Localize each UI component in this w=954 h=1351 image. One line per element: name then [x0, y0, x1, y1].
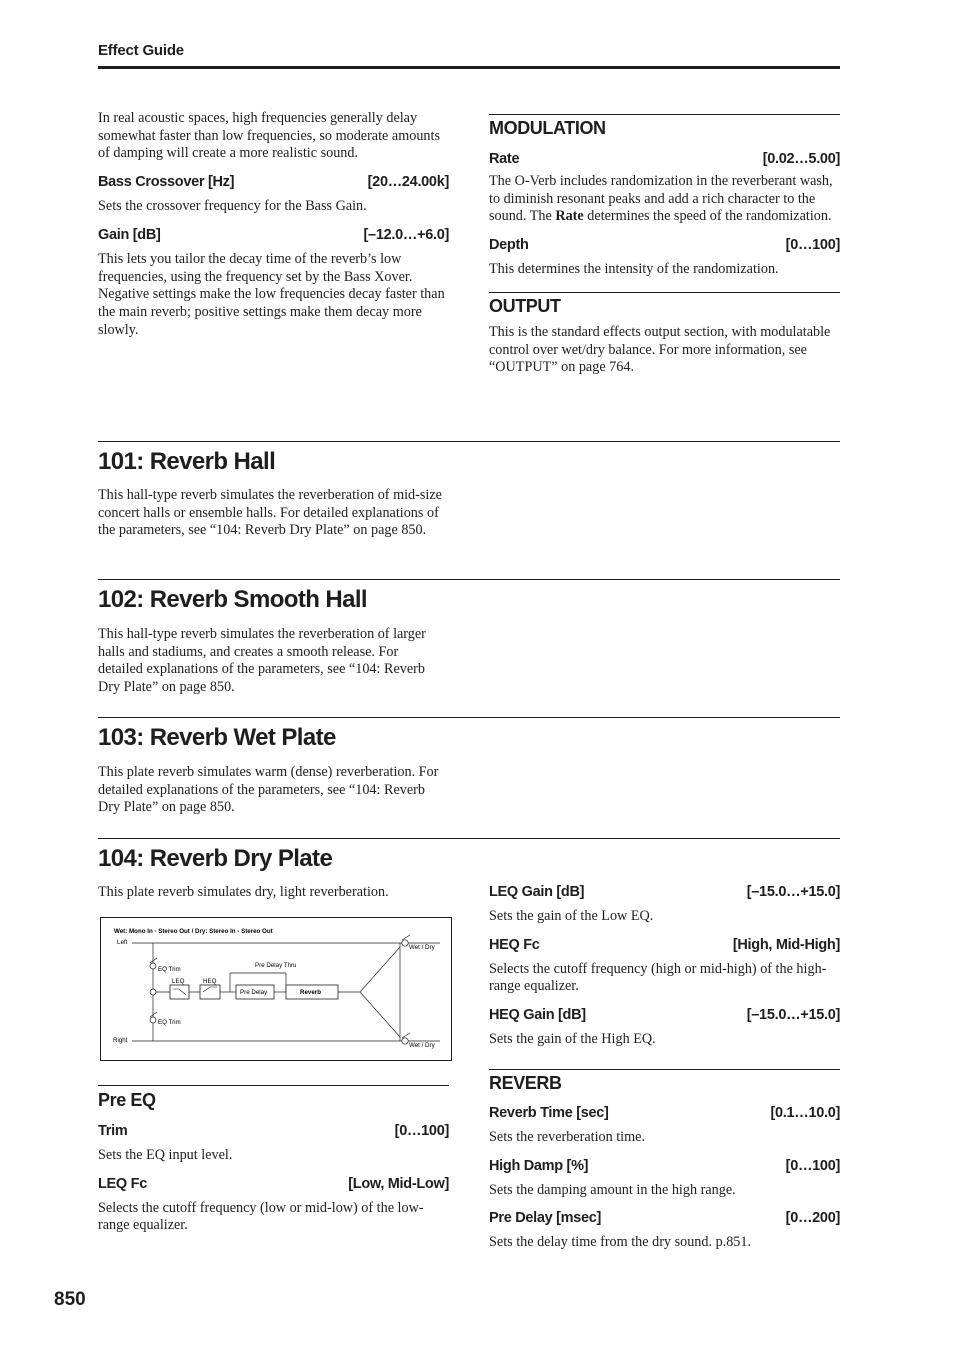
pre-eq-heading: Pre EQ [98, 1090, 156, 1110]
param-desc: Sets the EQ input level. [98, 1147, 233, 1163]
eq-trim-top-label: EQ Trim [158, 966, 181, 973]
section-desc-102: This hall-type reverb simulates the reverberation of larger halls and stadiums, and creates a smooth release. For detailed explanations of the parameters, see “104: Reverb Dry Plate” on page 850. [98, 626, 426, 696]
section-rule [98, 441, 840, 442]
param-name: LEQ Gain [dB] [489, 884, 585, 900]
param-desc: This determines the intensity of the randomization. [489, 261, 779, 278]
pre-delay-label: Pre Delay [240, 989, 268, 996]
rate-desc-part: determines the speed of the randomization. [583, 208, 832, 225]
param-depth [489, 236, 840, 254]
section-rule [98, 838, 840, 839]
output-desc: This is the standard effects output section, with modulatable control over wet/dry balance. For more information, see “OUTPUT” on page 764. [489, 323, 831, 376]
param-desc: This lets you tailor the decay time of the reverb’s low frequencies, using the frequency set by the Bass Xover. Negative settings make the low frequencies decay faster than the main reverb; positive settings make them decay more slowly. [98, 250, 445, 338]
rate-desc-bold: Rate [555, 208, 584, 225]
output-heading: OUTPUT [489, 295, 561, 316]
signal-flow-diagram [100, 917, 452, 1061]
param-heq-fc [489, 936, 840, 954]
section-desc-101: This hall-type reverb simulates the reverberation of mid-size concert halls or ensemble halls. For detailed explanations of the parameters, see “104: Reverb Dry Plate” on page 850. [98, 487, 442, 539]
param-bass-crossover [98, 173, 449, 191]
diagram-left-label: Left [117, 939, 128, 946]
param-name: Trim [98, 1123, 128, 1139]
param-name: High Damp [%] [489, 1157, 589, 1174]
eq-trim-markers [150, 958, 157, 1023]
param-desc: Selects the cutoff frequency (high or mid-high) of the high-range equalizer. [489, 960, 827, 995]
param-desc: Selects the cutoff frequency (low or mid-low) of the low-range equalizer. [98, 1199, 424, 1234]
wet-dry-top-label: Wet / Dry [409, 944, 435, 951]
reverb-rule [489, 1069, 840, 1070]
rate-desc-part: The O-Verb includes randomization in the reverberant wash, to diminish resonant peaks and add a rich character to the sound. The [489, 173, 833, 225]
param-range: [0.02…5.00] [762, 151, 840, 167]
running-header: Effect Guide [98, 42, 184, 59]
param-name: LEQ Fc [98, 1175, 147, 1192]
section-title-104: 104: Reverb Dry Plate [98, 845, 333, 872]
param-pre-delay [489, 1209, 840, 1227]
param-name: Depth [489, 237, 529, 254]
wet-dry-bottom-label: Wet / Dry [409, 1042, 435, 1049]
page-number: 850 [54, 1289, 86, 1310]
pre-delay-thru-label: Pre Delay Thru [255, 962, 297, 969]
param-range: [Low, Mid-Low] [348, 1175, 449, 1192]
param-leq-fc [98, 1175, 449, 1193]
param-range: [20…24.00k] [367, 174, 449, 191]
param-name: HEQ Fc [489, 936, 540, 953]
param-name: Reverb Time [sec] [489, 1104, 609, 1121]
param-heq-gain [489, 1006, 840, 1024]
param-range: [0…100] [785, 237, 840, 254]
param-name: Gain [dB] [98, 226, 161, 243]
param-leq-gain [489, 883, 840, 901]
rate-desc [489, 173, 840, 226]
wet-dry-mixers [402, 935, 410, 1044]
param-name: Rate [489, 151, 520, 167]
leq-label: LEQ [172, 978, 185, 985]
diagram-right-label: Right [113, 1037, 128, 1044]
param-range: [High, Mid-High] [732, 936, 840, 953]
param-desc: Sets the gain of the High EQ. [489, 1031, 656, 1048]
param-range: [0…100] [394, 1123, 449, 1139]
param-range: [0…200] [785, 1210, 840, 1227]
param-range: [–15.0…+15.0] [746, 884, 840, 900]
pre-eq-column [98, 1085, 449, 1235]
eq-reverb-column [489, 883, 840, 1252]
param-name: Bass Crossover [Hz] [98, 174, 235, 191]
pre-eq-rule [98, 1085, 449, 1086]
section-rule [98, 579, 840, 580]
eq-trim-bottom-label: EQ Trim [158, 1019, 181, 1026]
param-desc: Sets the damping amount in the high range. [489, 1181, 736, 1198]
modulation-rule [489, 114, 840, 115]
param-desc: Sets the reverberation time. [489, 1128, 646, 1145]
top-left-column [98, 110, 449, 339]
damping-intro: In real acoustic spaces, high frequencies generally delay somewhat faster than low frequencies, so moderate amounts of damping will create a more realistic sound. [98, 110, 440, 162]
heq-label: HEQ [203, 978, 217, 985]
param-name: Pre Delay [msec] [489, 1210, 602, 1227]
param-high-damp [489, 1157, 840, 1175]
param-range: [0.1…10.0] [770, 1104, 840, 1121]
param-range: [0…100] [785, 1157, 840, 1174]
param-rate [489, 150, 840, 168]
param-trim [98, 1122, 449, 1140]
reverb-label: Reverb [300, 989, 321, 996]
section-title-103: 103: Reverb Wet Plate [98, 724, 336, 751]
param-desc: Sets the crossover frequency for the Bass Gain. [98, 198, 367, 215]
top-right-column [489, 114, 840, 377]
section-desc-103: This plate reverb simulates warm (dense) reverberation. For detailed explanations of the parameters, see “104: Reverb Dry Plate” on page 850. [98, 764, 439, 816]
modulation-heading: MODULATION [489, 118, 606, 138]
param-reverb-time [489, 1104, 840, 1122]
section-desc-104: This plate reverb simulates dry, light reverberation. [98, 884, 389, 900]
section-title-101: 101: Reverb Hall [98, 448, 276, 475]
output-rule [489, 292, 840, 293]
diagram-mode-label: Wet: Mono In - Stereo Out / Dry: Stereo In - Stereo Out [114, 928, 273, 935]
param-range: [–12.0…+6.0] [363, 226, 449, 243]
section-title-102: 102: Reverb Smooth Hall [98, 586, 367, 613]
param-desc: Sets the delay time from the dry sound. p.851. [489, 1234, 752, 1251]
leq-block [170, 985, 189, 999]
param-desc: Sets the gain of the Low EQ. [489, 908, 654, 924]
reverb-heading: REVERB [489, 1072, 562, 1093]
param-range: [–15.0…+15.0] [746, 1007, 840, 1024]
header-rule [98, 66, 840, 69]
section-rule [98, 717, 840, 718]
param-name: HEQ Gain [dB] [489, 1007, 586, 1024]
param-gain [98, 226, 449, 244]
